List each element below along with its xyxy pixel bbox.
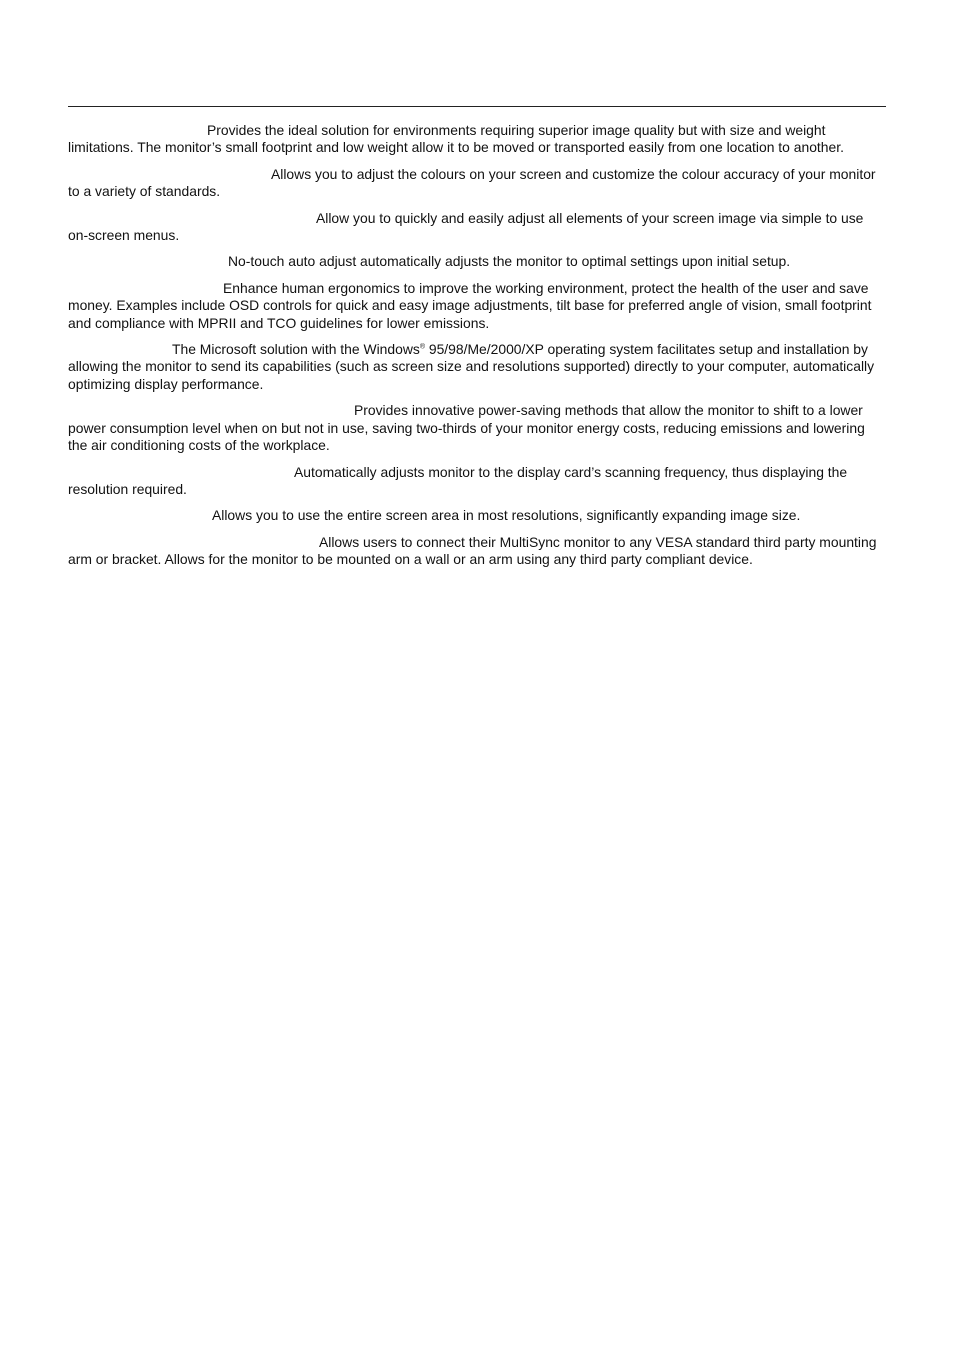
feature-description: Allows users to connect their MultiSync monitor to any VESA standard third party mounting arm or bracket. Allows for the monitor to be mounted on a wall or an arm using any third party compliant device. (68, 533, 877, 568)
feature-paragraph-10 (68, 534, 886, 569)
feature-paragraph-6 (68, 341, 886, 393)
feature-paragraph-3 (68, 210, 886, 245)
feature-paragraph-2 (68, 166, 886, 201)
registered-mark: ® (419, 343, 425, 351)
feature-list (68, 122, 886, 578)
feature-description: Enhance human ergonomics to improve the working environment, protect the health of the user and save money. Examples include OSD controls for quick and easy image adjustments, tilt base for preferred angle of vision, small footprint and compliance with MPRII and TCO guidelines for lower emissions. (68, 279, 872, 331)
feature-paragraph-7 (68, 402, 886, 454)
header-rule (68, 106, 886, 107)
feature-description: Automatically adjusts monitor to the display card’s scanning frequency, thus displaying the resolution required. (68, 463, 848, 497)
feature-description: Allows you to adjust the colours on your screen and customize the colour accuracy of your monitor to a variety of standards. (68, 165, 876, 200)
feature-paragraph-8 (68, 464, 886, 499)
feature-paragraph-5 (68, 280, 886, 332)
feature-paragraph-4 (68, 253, 886, 270)
feature-description: No-touch auto adjust automatically adjusts the monitor to optimal settings upon initial setup. (228, 253, 791, 270)
feature-description: The Microsoft solution with the Windows (172, 341, 420, 358)
feature-description: Allows you to use the entire screen area in most resolutions, significantly expanding image size. (212, 507, 801, 524)
feature-description: Allow you to quickly and easily adjust all elements of your screen image via simple to use on-screen menus. (68, 209, 864, 244)
feature-paragraph-9 (68, 507, 886, 524)
feature-description: Provides innovative power-saving methods that allow the monitor to shift to a lower power consumption level when on but not in use, saving two-thirds of your monitor energy costs, reducing emissions and lowering the air conditioning costs of the workplace. (68, 402, 865, 454)
feature-description-cont: 95/98/Me/2000/XP operating system facilitates setup and installation by allowing the monitor to send its capabilities (such as screen size and resolutions supported) directly to your computer, automatically optimizing display performance. (68, 341, 875, 392)
feature-description: Provides the ideal solution for environments requiring superior image quality but with size and weight limitations. The monitor’s small footprint and low weight allow it to be moved or transported easily from one location to another. (68, 122, 844, 156)
feature-paragraph-1 (68, 122, 886, 157)
